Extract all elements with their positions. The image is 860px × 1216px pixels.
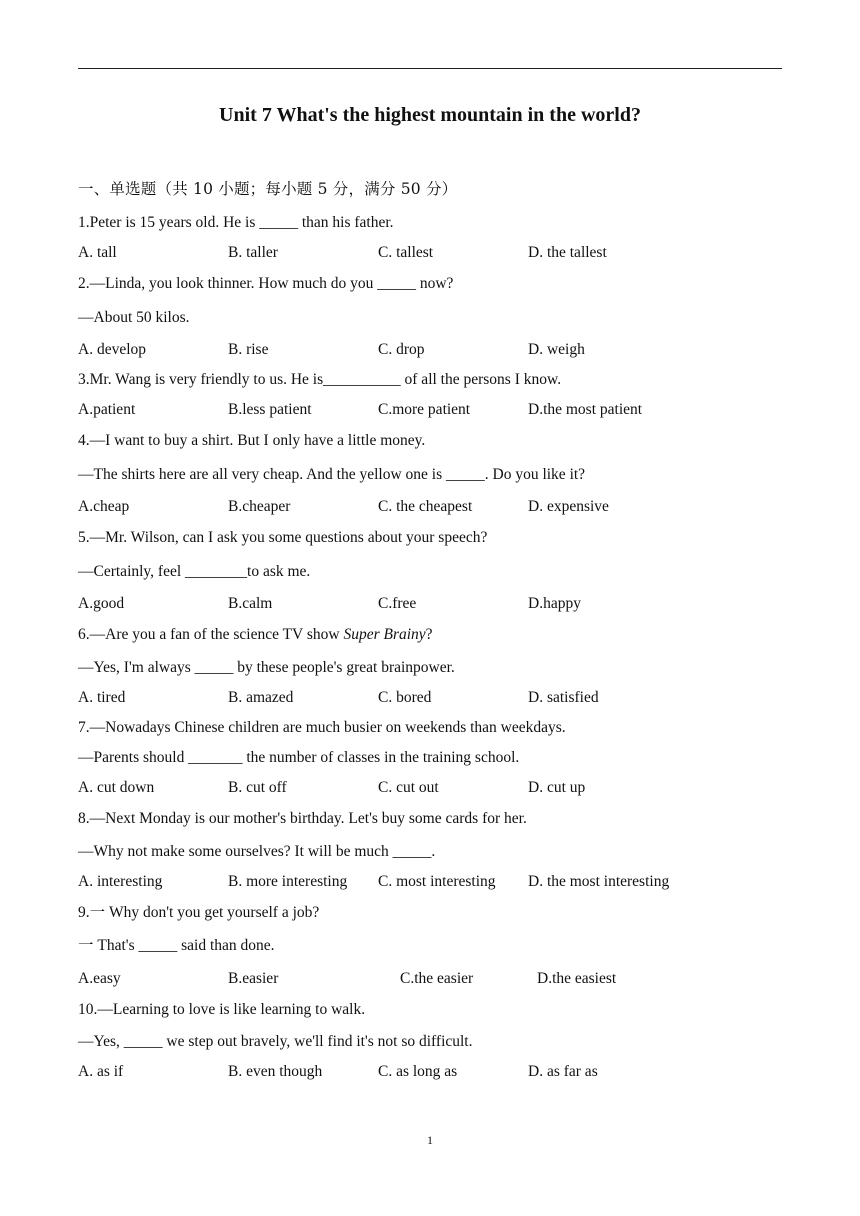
question-6-stem (78, 625, 433, 645)
question-4-option-b: B.cheaper (228, 498, 291, 515)
question-6-stem-end: ? (425, 626, 433, 643)
question-10-option-a: A. as if (78, 1063, 124, 1080)
question-6-option-b: B. amazed (228, 689, 294, 706)
question-8-option-b: B. more interesting (228, 873, 348, 890)
question-9-stem: 9.一 Why don't you get yourself a job? (78, 904, 320, 921)
page-title: Unit 7 What's the highest mountain in the world? (219, 104, 641, 126)
question-2-stem: 2.—Linda, you look thinner. How much do you _____ now? (78, 275, 454, 292)
question-3-option-c: C.more patient (378, 401, 471, 418)
question-4-option-a: A.cheap (78, 498, 130, 515)
question-7-option-c: C. cut out (378, 779, 439, 796)
question-6-option-a: A. tired (78, 689, 126, 706)
question-10-response: —Yes, _____ we step out bravely, we'll find it's not so difficult. (78, 1033, 473, 1050)
question-8-option-c: C. most interesting (378, 873, 496, 890)
question-7-option-b: B. cut off (228, 779, 287, 796)
question-2-option-d: D. weigh (528, 341, 585, 358)
question-6-stem-text: 6.—Are you a fan of the science TV show (78, 626, 344, 643)
question-9-option-c: C.the easier (400, 970, 474, 987)
question-3-option-b: B.less patient (228, 401, 312, 418)
question-8-stem: 8.—Next Monday is our mother's birthday. Let's buy some cards for her. (78, 810, 527, 827)
question-8-option-d: D. the most interesting (528, 873, 670, 890)
question-7-option-d: D. cut up (528, 779, 586, 796)
question-9-option-b: B.easier (228, 970, 279, 987)
question-8-option-a: A. interesting (78, 873, 163, 890)
show-title: Super Brainy (343, 626, 426, 643)
question-5-stem: 5.—Mr. Wilson, can I ask you some questions about your speech? (78, 529, 488, 546)
question-7-stem: 7.—Nowadays Chinese children are much busier on weekends than weekdays. (78, 719, 566, 736)
question-3-stem: 3.Mr. Wang is very friendly to us. He is__________ of all the persons I know. (78, 371, 562, 388)
question-3-option-d: D.the most patient (528, 401, 643, 418)
question-9-option-d: D.the easiest (537, 970, 617, 987)
section-heading: 一、单选题（共 10 小题；每小题 5 分，满分 50 分） (78, 180, 458, 198)
question-1-stem: 1.Peter is 15 years old. He is _____ than his father. (78, 214, 394, 231)
question-5-option-c: C.free (378, 595, 417, 612)
question-1-option-c: C. tallest (378, 244, 434, 261)
question-5-option-b: B.calm (228, 595, 273, 612)
question-6-option-c: C. bored (378, 689, 432, 706)
question-6-option-d: D. satisfied (528, 689, 599, 706)
question-1-option-a: A. tall (78, 244, 117, 261)
question-10-option-c: C. as long as (378, 1063, 458, 1080)
question-5-response: —Certainly, feel ________to ask me. (78, 563, 311, 580)
question-2-option-c: C. drop (378, 341, 425, 358)
question-2-option-a: A. develop (78, 341, 147, 358)
question-10-stem: 10.—Learning to love is like learning to walk. (78, 1001, 366, 1018)
question-6-response: —Yes, I'm always _____ by these people's great brainpower. (78, 659, 455, 676)
question-2-response: —About 50 kilos. (78, 309, 190, 326)
question-3-option-a: A.patient (78, 401, 136, 418)
question-7-response: —Parents should _______ the number of classes in the training school. (78, 749, 520, 766)
question-1-option-b: B. taller (228, 244, 278, 261)
question-5-option-a: A.good (78, 595, 125, 612)
question-8-response: —Why not make some ourselves? It will be much _____. (78, 843, 436, 860)
header-rule (78, 68, 782, 69)
question-10-option-d: D. as far as (528, 1063, 598, 1080)
question-9-option-a: A.easy (78, 970, 121, 987)
question-10-option-b: B. even though (228, 1063, 323, 1080)
question-9-response: 一 That's _____ said than done. (78, 937, 275, 954)
page-number: 1 (427, 1133, 433, 1147)
question-1-option-d: D. the tallest (528, 244, 607, 261)
question-5-option-d: D.happy (528, 595, 581, 612)
question-7-option-a: A. cut down (78, 779, 155, 796)
question-4-option-d: D. expensive (528, 498, 609, 515)
question-2-option-b: B. rise (228, 341, 269, 358)
question-4-stem: 4.—I want to buy a shirt. But I only have a little money. (78, 432, 426, 449)
question-4-response: —The shirts here are all very cheap. And the yellow one is _____. Do you like it? (78, 466, 586, 483)
question-4-option-c: C. the cheapest (378, 498, 473, 515)
